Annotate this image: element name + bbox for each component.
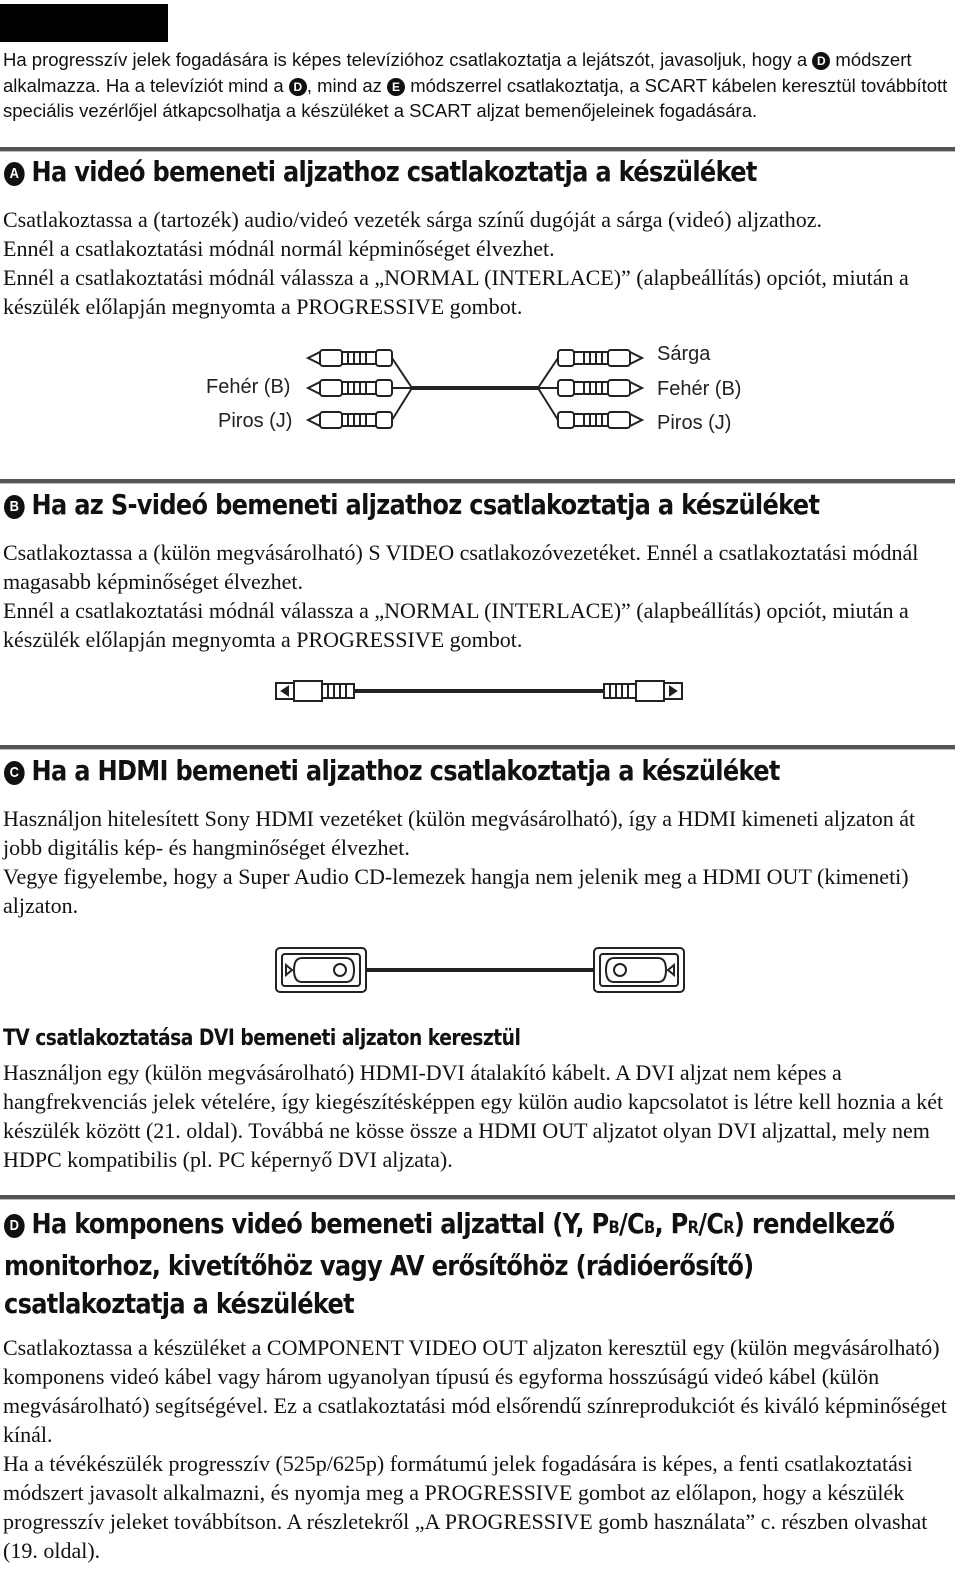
- section-d-title-line2: monitorhoz, kivetítőhöz vagy AV erősítőhöz (rádióerősítő): [4, 1249, 754, 1282]
- right-plug-middle: [558, 380, 642, 396]
- section-b-heading: [4, 488, 819, 521]
- section-a-p2: Ennél a csatlakoztatási módnál normál képminőséget élvezhet.: [3, 236, 555, 261]
- section-b-p1: Csatlakoztassa a (külön megvásárolható) S VIDEO csatlakozóvezetéket. Ennél a csatlakoztatási módnál magasabb képminőséget élvezhet.: [3, 540, 919, 594]
- section-rule: [0, 745, 955, 749]
- section-d-title-part: /C: [698, 1207, 724, 1240]
- section-c-p2: Vegye figyelembe, hogy a Super Audio CD-lemezek hangja nem jelenik meg a HDMI OUT (kimeneti) aljzaton.: [3, 864, 909, 918]
- section-dvi-heading: TV csatlakoztatása DVI bemeneti aljzaton keresztül: [3, 1026, 521, 1051]
- header-tab: [0, 4, 168, 42]
- label-right-yellow: Sárga: [657, 343, 711, 365]
- intro-text-4: módszerrel csatlakoztatja, a SCART kábelen keresztül továbbított speciális vezérlőjel átkapcsolhatja a készüléket a SCART aljzat bemenőjeleinek fogadására.: [3, 74, 948, 121]
- section-a-p1: Csatlakoztassa a (tartozék) audio/videó vezeték sárga színű dugóját a sárga (videó) aljzathoz.: [3, 207, 822, 232]
- intro-paragraph: [3, 47, 958, 124]
- section-d-body: [3, 1333, 958, 1565]
- left-plug-middle: [308, 380, 392, 396]
- av-cable-illustration: [300, 340, 660, 440]
- section-dvi-body: [3, 1058, 958, 1174]
- section-c-p1: Használjon hitelesített Sony HDMI vezetéket (külön megvásárolható), így a HDMI kimeneti aljzaton át jobb digitális kép- és hangminőséget élvezhet.: [3, 806, 916, 860]
- section-d-p1: Csatlakoztassa a készüléket a COMPONENT VIDEO OUT aljzaton keresztül egy (külön megvásárolható) komponens videó kábel vagy három ugyanolyan típusú és egyforma hosszúságú videó kábel (külön megvásárolható) segítségével. Ez a csatlakoztatási mód elsőrendű színreprodukciót és kiváló képminőséget kínál.: [3, 1335, 947, 1447]
- label-left-red: Piros (J): [218, 410, 293, 432]
- hdmi-cable-illustration: [274, 945, 686, 995]
- right-plug-top: [558, 350, 642, 366]
- label-right-red: Piros (J): [657, 412, 732, 434]
- badge-a: A: [4, 162, 25, 186]
- section-d-title-part: , P: [654, 1207, 688, 1240]
- section-dvi-p1: Használjon egy (külön megvásárolható) HDMI-DVI átalakító kábelt. A DVI aljzat nem képes a hangfrekvenciás jelek vételére, így kiegészítésképpen egy külön audio kapcsolatot is létre kell hoznia a két készülék között (21. oldal). Továbbá ne kösse össze a HDMI OUT aljzatot olyan DVI aljzattal, mely nem HDPC kompatibilis (pl. PC képernyő DVI aljzata).: [3, 1060, 944, 1172]
- badge-c: C: [4, 761, 25, 785]
- section-d-title-line1: [4, 1205, 894, 1247]
- section-a-body: [3, 205, 958, 321]
- section-d-title-part: /C: [618, 1207, 645, 1240]
- subscript-r: R: [687, 1218, 699, 1238]
- section-b-body: [3, 538, 958, 654]
- subscript-b: B: [608, 1218, 619, 1238]
- section-rule: [0, 1195, 955, 1199]
- badge-e: E: [387, 78, 405, 96]
- section-c-body: [3, 804, 958, 920]
- label-left-white: Fehér (B): [206, 376, 291, 398]
- badge-d: D: [812, 52, 830, 70]
- intro-text-1: Ha progresszív jelek fogadására is képes televízióhoz csatlakoztatja a lejátszót, javasoljuk, hogy a: [3, 49, 813, 70]
- section-d-title-line3: csatlakoztatja a készüléket: [4, 1287, 355, 1320]
- section-b-p2: Ennél a csatlakoztatási módnál válassza a „NORMAL (INTERLACE)” (alapbeállítás) opciót, miután a készülék előlapján megnyomta a PROGRESSIVE gombot.: [3, 598, 909, 652]
- s-video-cable-illustration: [274, 676, 684, 706]
- section-c-title: Ha a HDMI bemeneti aljzathoz csatlakoztatja a készüléket: [31, 754, 780, 787]
- badge-d: D: [289, 78, 307, 96]
- badge-d: D: [4, 1214, 25, 1238]
- section-d-heading: [4, 1205, 894, 1323]
- section-d-p2: Ha a tévékészülék progresszív (525p/625p) formátumú jelek fogadására is képes, a fenti csatlakoztatási módszert javasolt alkalmazni, és nyomja meg a PROGRESSIVE gombot az előlapon, hogy a készülék progresszív jeleket továbbítson. A részletekről „A PROGRESSIVE gomb használata” c. részben olvashat (19. oldal).: [3, 1451, 928, 1563]
- section-rule: [0, 479, 955, 483]
- section-a-title: Ha videó bemeneti aljzathoz csatlakoztatja a készüléket: [31, 155, 757, 188]
- intro-text-3: , mind az: [306, 74, 388, 96]
- section-c-heading: [4, 754, 780, 787]
- right-plug-bottom: [558, 412, 642, 428]
- intro-text-2: módszert alkalmazza. Ha a televíziót mind a: [3, 49, 912, 96]
- badge-b: B: [4, 495, 25, 519]
- subscript-b: B: [644, 1218, 655, 1238]
- section-d-title-part: Ha komponens videó bemeneti aljzattal (Y, P: [31, 1207, 609, 1240]
- section-a-heading: [4, 155, 757, 188]
- section-d-title-part: ) rendelkező: [733, 1207, 895, 1240]
- left-plug-top: [308, 350, 392, 366]
- left-plug-bottom: [308, 412, 392, 428]
- section-b-title: Ha az S-videó bemeneti aljzathoz csatlakoztatja a készüléket: [31, 488, 820, 521]
- section-rule: [0, 147, 955, 151]
- section-a-p3: Ennél a csatlakoztatási módnál válassza a „NORMAL (INTERLACE)” (alapbeállítás) opciót, miután a készülék előlapján megnyomta a PROGRESSIVE gombot.: [3, 265, 909, 319]
- subscript-r: R: [723, 1218, 734, 1238]
- label-right-white: Fehér (B): [657, 378, 742, 400]
